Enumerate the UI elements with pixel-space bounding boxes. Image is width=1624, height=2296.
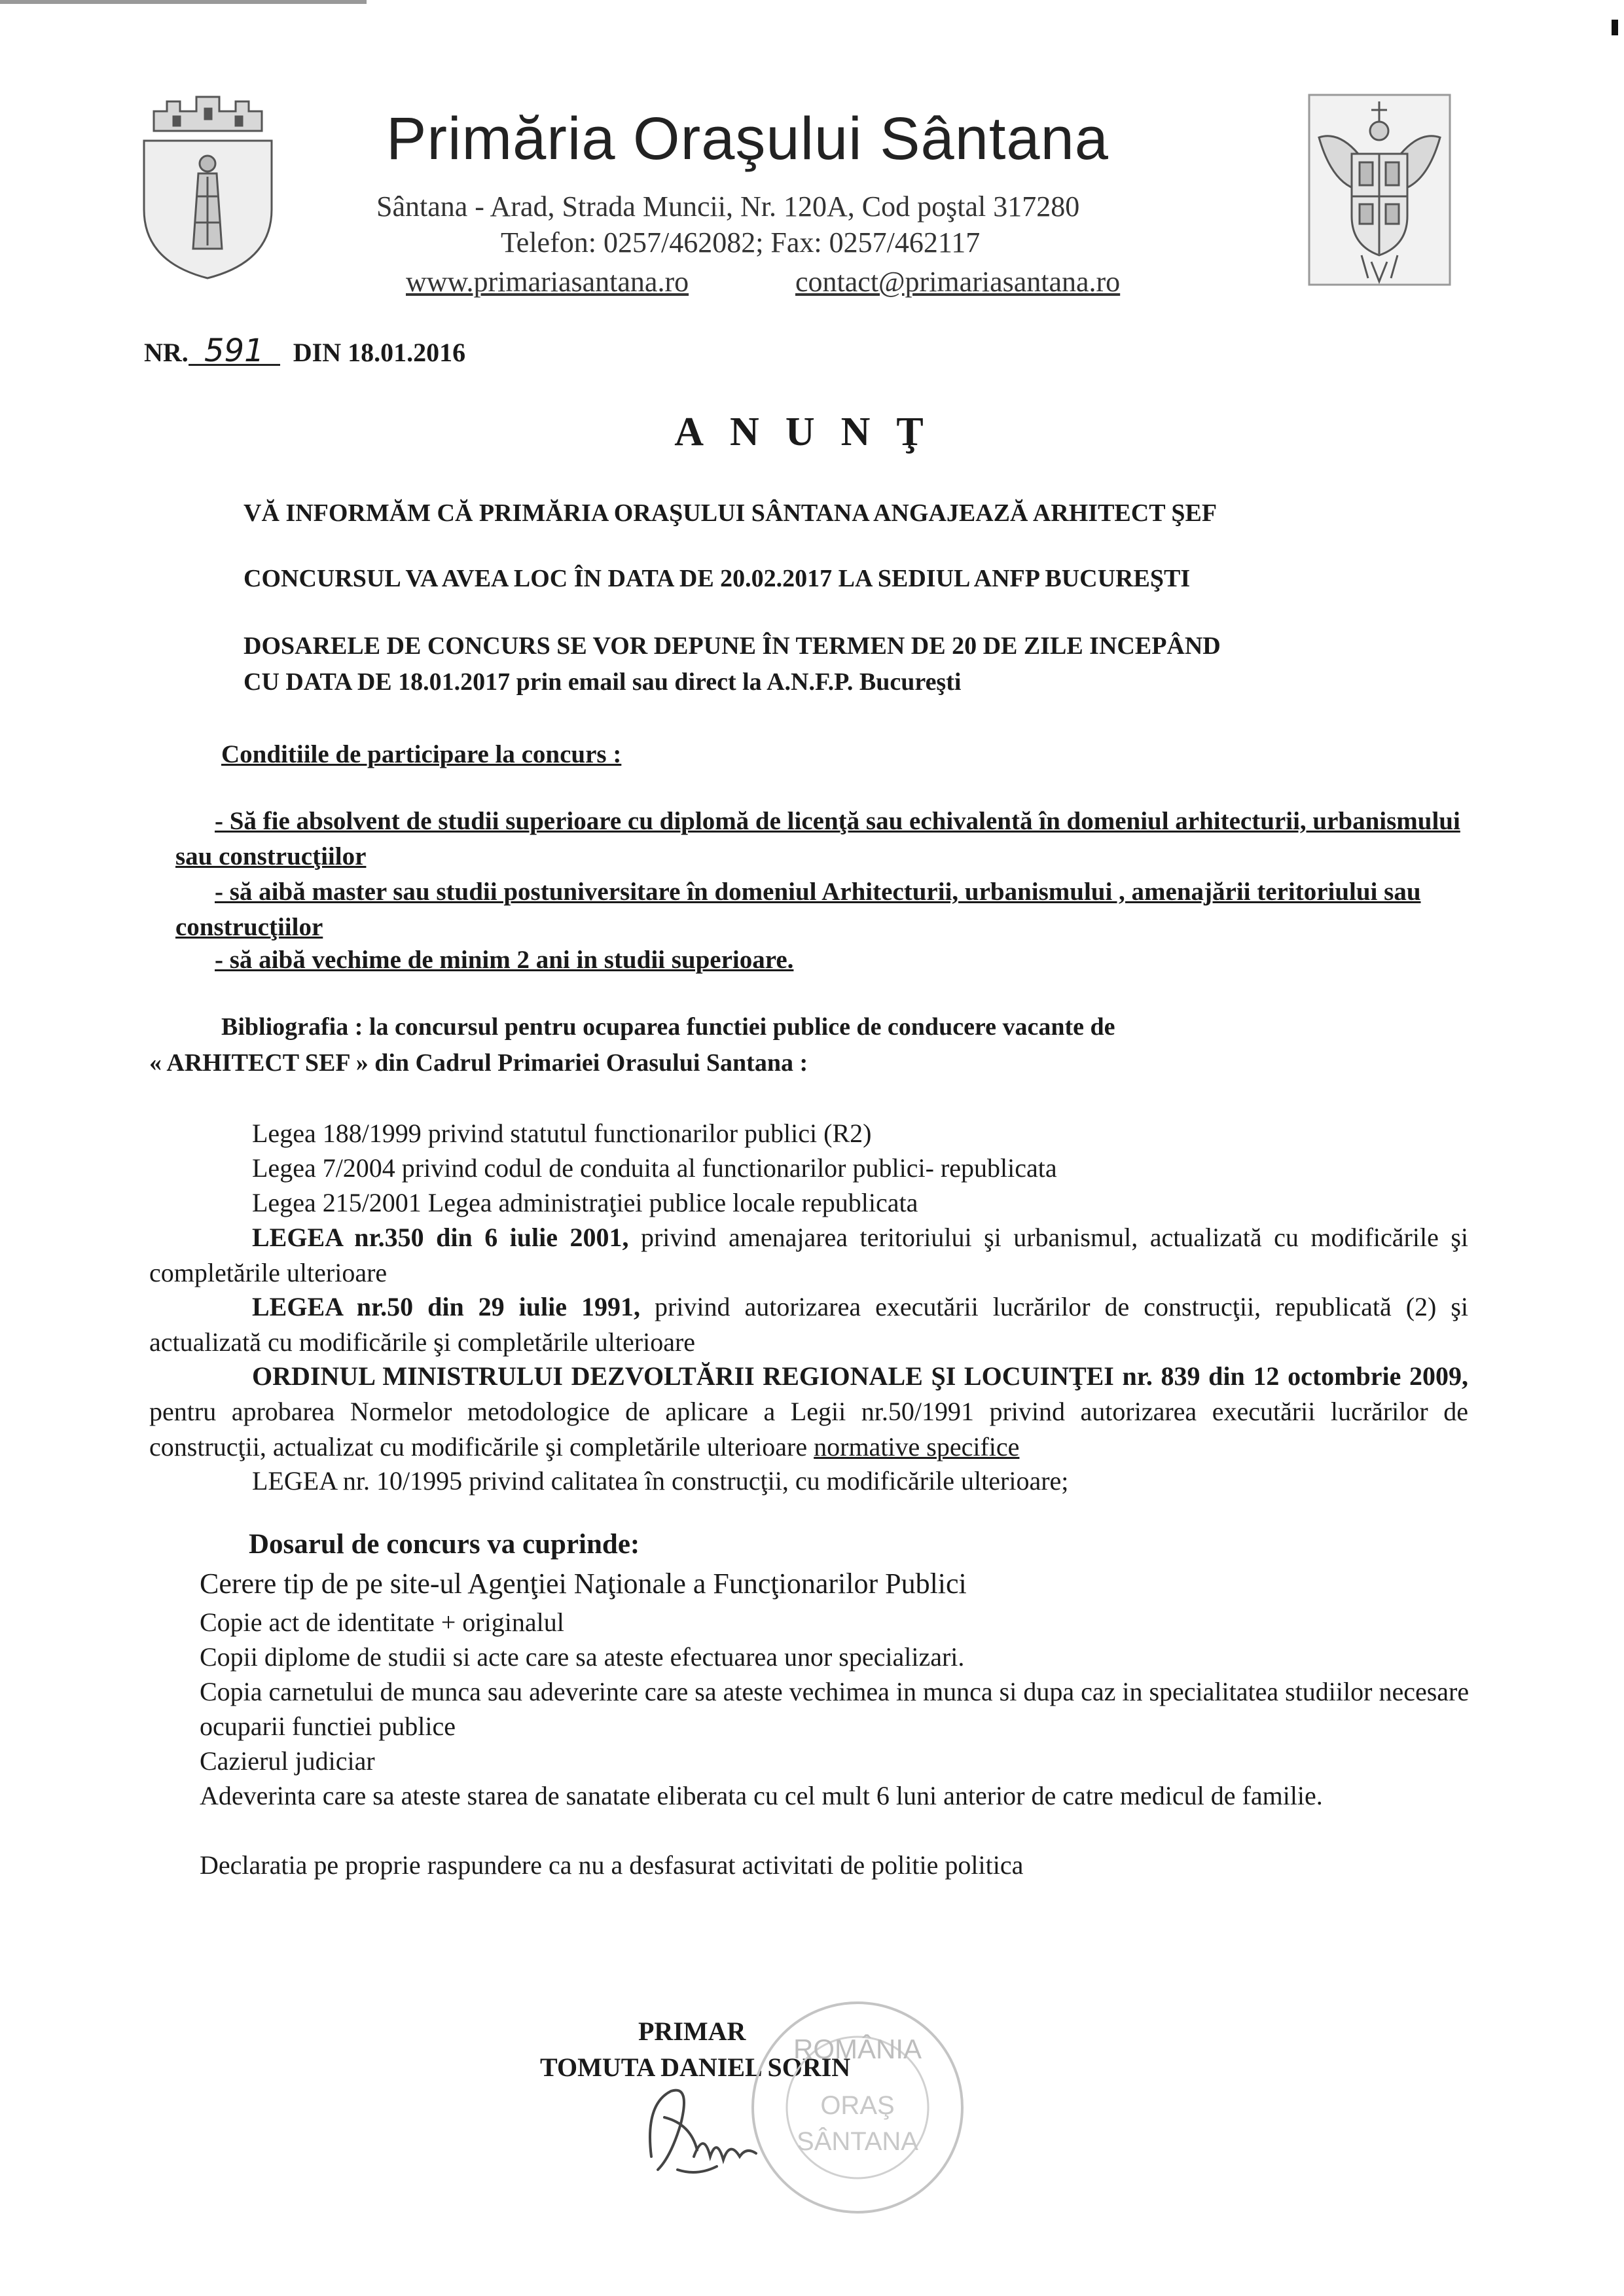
law-item <box>149 1359 1468 1465</box>
law-text: Legea 7/2004 privind codul de conduita al functionarilor publici- republicata <box>252 1153 1057 1183</box>
bibliography-intro: Bibliografia : la concursul pentru ocuparea functiei publice de conducere vacante de <box>221 1013 1115 1041</box>
law-underlined-note: normative specifice <box>814 1432 1020 1462</box>
law-item <box>149 1220 1468 1291</box>
announcement-deadline-line1: DOSARELE DE CONCURS SE VOR DEPUNE ÎN TERMEN DE 20 DE ZILE INCEPÂND <box>244 632 1221 660</box>
dossier-item: Copia carnetului de munca sau adeverinte care sa ateste vechimea in munca si dupa caz in specialitatea studiilor necesare ocuparii functiei publice <box>200 1677 1470 1741</box>
condition-item: - să aibă master sau studii postuniversitare în domeniul Arhitecturii, urbanismului , amenajării teritoriului sau construcţiilor <box>175 878 1421 941</box>
law-item <box>252 1185 918 1221</box>
dossier-heading: Dosarul de concurs va cuprinde: <box>249 1529 640 1560</box>
bibliography-intro-position: « ARHITECT SEF » din Cadrul Primariei Orasului Santana : <box>149 1049 808 1077</box>
website-link[interactable]: www.primariasantana.ro <box>406 266 689 298</box>
law-title: ORDINUL MINISTRULUI DEZVOLTĂRII REGIONALE ŞI LOCUINŢEI nr. 839 din 12 octombrie 2009, <box>252 1361 1468 1391</box>
institution-phone: Telefon: 0257/462082; Fax: 0257/462117 <box>501 226 981 259</box>
law-text: LEGEA nr. 10/1995 privind calitatea în construcţii, cu modificările ulterioare; <box>252 1466 1069 1496</box>
page-title: ANUNŢ <box>674 410 950 454</box>
law-text: privind amenajarea teritoriului şi urbanismul, actualizată cu modificările şi completările ulterioare <box>149 1223 1468 1287</box>
condition-item: - să aibă vechime de minim 2 ani in studii superioare. <box>215 946 794 974</box>
law-text: Legea 215/2001 Legea administraţiei publice locale republicata <box>252 1188 918 1217</box>
law-item <box>149 1289 1468 1360</box>
announcement-hiring: VĂ INFORMĂM CĂ PRIMĂRIA ORAŞULUI SÂNTANA ANGAJEAZĂ ARHITECT ŞEF <box>244 499 1218 527</box>
dossier-item: Cazierul judiciar <box>200 1746 375 1776</box>
law-text: privind autorizarea executării lucrărilor de construcţii, republicată (2) şi actualizată cu modificările şi completările ulterioare <box>149 1292 1469 1357</box>
conditions-heading: Conditiile de participare la concurs : <box>221 740 622 768</box>
scan-edge-line <box>0 0 367 4</box>
announcement-exam-date: CONCURSUL VA AVEA LOC ÎN DATA DE 20.02.2017 LA SEDIUL ANFP BUCUREŞTI <box>244 565 1191 592</box>
svg-text:ORAŞ: ORAŞ <box>820 2091 895 2120</box>
nr-date: DIN 18.01.2016 <box>293 338 466 367</box>
nr-value: 591 <box>189 338 280 366</box>
svg-text:SÂNTANA: SÂNTANA <box>797 2127 918 2156</box>
announcement-deadline-line2: CU DATA DE 18.01.2017 prin email sau direct la A.N.F.P. Bucureşti <box>244 668 962 696</box>
signatory-name: TOMUTA DANIEL SORIN <box>540 2053 851 2082</box>
svg-text:ROMÂNIA: ROMÂNIA <box>793 2034 922 2064</box>
scan-mark <box>1612 20 1618 35</box>
law-title: LEGEA nr.350 din 6 iulie 2001, <box>252 1223 629 1252</box>
law-item <box>252 1151 1057 1186</box>
santana-coat-of-arms-icon <box>134 85 281 281</box>
signatory-role: PRIMAR <box>638 2017 746 2046</box>
institution-title: Primăria Oraşului Sântana <box>386 105 1109 172</box>
institution-address: Sântana - Arad, Strada Muncii, Nr. 120A, Cod poştal 317280 <box>376 190 1080 223</box>
dossier-item: Declaratia pe proprie raspundere ca nu a desfasurat activitati de politie politica <box>200 1850 1024 1880</box>
nr-label: NR. <box>144 338 189 367</box>
law-text: Legea 188/1999 privind statutul functionarilor publici (R2) <box>252 1119 872 1148</box>
condition-item: - Să fie absolvent de studii superioare cu diplomă de licenţă sau echivalentă în domeniul arhitecturii, urbanismului sau construcţiilor <box>175 807 1460 870</box>
handwritten-signature <box>632 2078 789 2183</box>
law-item <box>252 1463 1068 1499</box>
law-text: pentru aprobarea Normelor metodologice de aplicare a Legii nr.50/1991 privind autorizarea executării lucrărilor de construcţii, actualizat cu modificările şi completările ulterioare <box>149 1397 1468 1462</box>
dossier-item: Adeverinta care sa ateste starea de sanatate eliberata cu cel mult 6 luni anterior de catre medicul de familie. <box>200 1781 1323 1810</box>
document-reference <box>144 332 466 369</box>
dossier-item: Copii diplome de studii si acte care sa ateste efectuarea unor specializari. <box>200 1642 965 1672</box>
romania-coat-of-arms-icon <box>1306 92 1453 288</box>
law-title: LEGEA nr.50 din 29 iulie 1991, <box>252 1292 640 1321</box>
law-item <box>252 1116 871 1151</box>
dossier-item: Cerere tip de pe site-ul Agenţiei Naţionale a Funcţionarilor Publici <box>200 1568 967 1600</box>
dossier-item: Copie act de identitate + originalul <box>200 1607 564 1637</box>
email-link[interactable]: contact@primariasantana.ro <box>795 266 1121 298</box>
